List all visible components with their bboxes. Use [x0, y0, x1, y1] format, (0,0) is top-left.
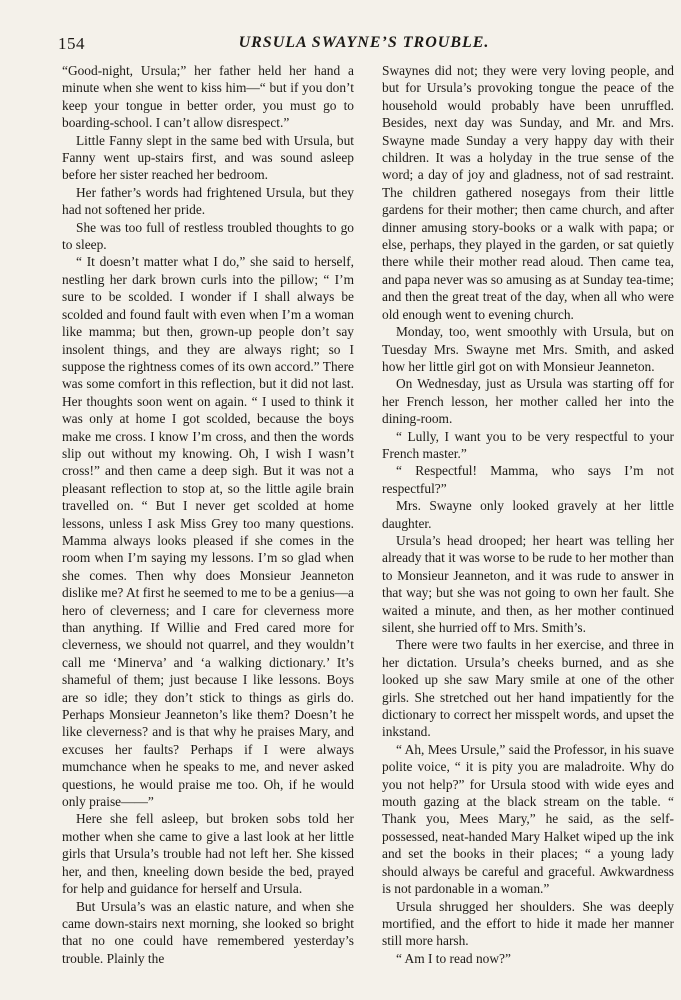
paragraph: Here she fell asleep, but broken sobs told her mother when she came to give a last look at her little girls that Ursula’s trouble had not left her. She kissed her, and then, kneeling down beside the bed, prayed for help and guidance for herself and Ursula. — [62, 811, 354, 897]
left-column — [62, 62, 354, 982]
paragraph: “ It doesn’t matter what I do,” she said to herself, nestling her dark brown curls into the pillow; “ I’m sure to be scolded. I wonder if I shall always be scolded and found fault with even when I’m a woman like mamma; but then, grown-up people don’t say insolent things, and they are always right; so I suppose the rightness comes of its own accord.” There was some comfort in this reflection, but it did not last. Her thoughts soon went on again. “ I used to think it was only at home I got scolded, because the boys make me cross. I know I’m cross, and then the words slip out without my knowing. Oh, I wish I wasn’t cross!” and then came a deep sigh. But it was not a pleasant reflection to stop at, so the little agile brain travelled on. “ But I never get scolded at home lessons, unless I ask Miss Grey too many questions. Mamma always looks pleased if she comes in the room when I’m saying my lessons. I’m so glad when she comes. Then why does Monsieur Jeanneton dislike me? At first he seemed to me to be a genius—a hero of cleverness; and I care for cleverness more than anything. If Willie and Fred cared more for cleverness, we should not quarrel, and they wouldn’t call me ‘Minerva’ and ‘a walking dictionary.’ It’s shameful of them; just because I like lessons. Boys are so idle; they don’t stick to things as girls do. Perhaps Monsieur Jeanneton’s like them? Doesn’t he like cleverness? and is that why he praises Mary, and excuses her faults? Perhaps if I were always mumchance when he speaks to me, and never asked questions, he would praise me too. Oh, if he would only praise——” — [62, 254, 354, 810]
paragraph: Ursula shrugged her shoulders. She was deeply mortified, and the effort to hide it made her manner still more harsh. — [382, 898, 674, 949]
page-number: 154 — [58, 34, 85, 53]
paragraph: “Good-night, Ursula;” her father held her hand a minute when she went to kiss him—“ but if you don’t keep your tongue in better order, you must go to boarding-school. I can’t allow disrespect.” — [62, 63, 354, 131]
paragraph: Little Fanny slept in the same bed with Ursula, but Fanny went up-stairs first, and was sound asleep before her sister reached her bedroom. — [62, 132, 354, 183]
paragraph: “ Lully, I want you to be very respectful to your French master.” — [382, 428, 674, 461]
paragraph: Monday, too, went smoothly with Ursula, but on Tuesday Mrs. Swayne met Mrs. Smith, and asked how her little girl got on with Monsieur Jeanneton. — [382, 324, 674, 374]
page-header — [58, 28, 670, 58]
paragraph: “ Ah, Mees Ursule,” said the Professor, in his suave polite voice, “ it is pity you are maladroite. Why do you not help?” for Ursula stood with wide eyes and mouth gazing at the black stream on the table. “ Thank you, Mees Mary,” he said, as the self-possessed, neat-handed Mary Halket wiped up the ink and set the books in their places; “ a young lady should always be careful and graceful. Awkwardness is not pardonable in a woman.” — [382, 741, 674, 897]
right-column — [382, 62, 674, 982]
paragraph: “ Respectful! Mamma, who says I’m not respectful?” — [382, 463, 674, 496]
paragraph: There were two faults in her exercise, and three in her dictation. Ursula’s cheeks burned, and as she looked up she saw Mary smile at one of the other girls. She stretched out her hand impatiently for the dictionary to correct her misspelt words, and upset the inkstand. — [382, 637, 674, 740]
paragraph: On Wednesday, just as Ursula was starting off for her French lesson, her mother called her into the dining-room. — [382, 376, 674, 427]
paragraph: Her father’s words had frightened Ursula, but they had not softened her pride. — [62, 184, 354, 218]
running-title: URSULA SWAYNE’S TROUBLE. — [238, 34, 490, 51]
paragraph: “ Am I to read now?” — [396, 950, 511, 966]
paragraph: Mrs. Swayne only looked gravely at her little daughter. — [382, 498, 674, 531]
paragraph: But Ursula’s was an elastic nature, and when she came down-stairs next morning, she looked so bright that no one could have remembered yesterday’s trouble. Plainly the — [62, 898, 354, 966]
paragraph: Swaynes did not; they were very loving people, and but for Ursula’s provoking tongue the peace of the household would probably have been unruffled. Besides, next day was Sunday, and Mr. and Mrs. Swayne made Sunday a very happy day with their children. It was a holyday in the true sense of the word; a day of joy and gladness, not of sad restraint. The children gathered nosegays from their little gardens for their mother; then came church, and after dinner amusing story-books or a walk with papa; or else, perhaps, they played in the garden, or sat quietly there while their mother read aloud. Then came tea, and papa never was so amusing as at Sunday tea-time; and then the great treat of the day, when all who were old enough went to evening church. — [382, 63, 674, 322]
paragraph: Ursula’s head drooped; her heart was telling her already that it was worse to be rude to her mother than to Monsieur Jeanneton, and it was rude to answer in that way; but she was not going to own her fault. She waited a minute, and then, as her mother continued silent, she hurried off to Mrs. Smith’s. — [382, 532, 674, 635]
text-columns — [62, 62, 674, 982]
paragraph: She was too full of restless troubled thoughts to go to sleep. — [62, 219, 354, 253]
